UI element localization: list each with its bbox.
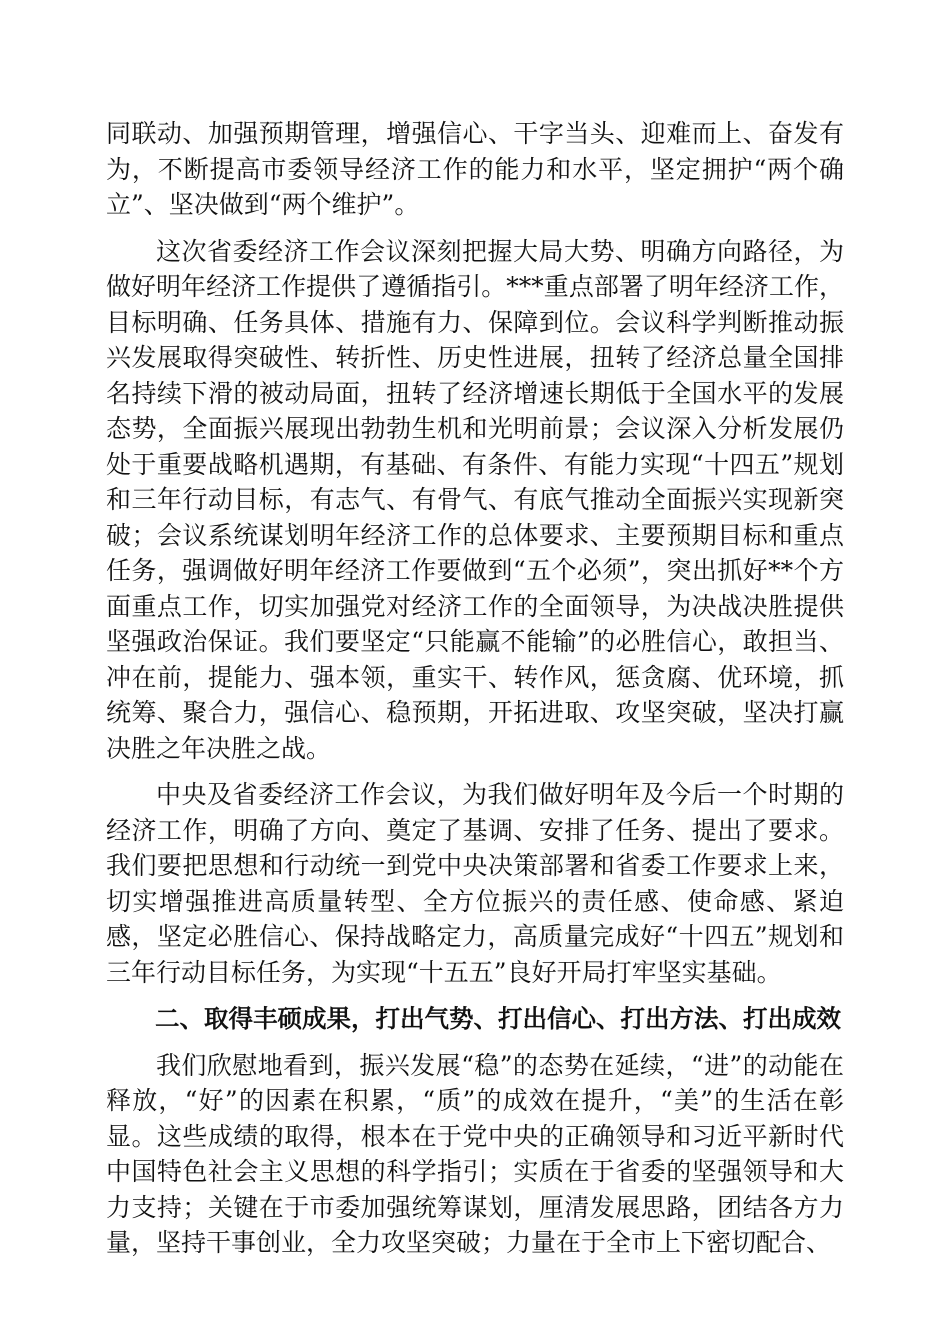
paragraph-central-meeting: 中央及省委经济工作会议，为我们做好明年及今后一个时期的经济工作，明确了方向、奠定了基调、安排了任务、提出了要求。我们要把思想和行动统一到党中央决策部署和省委工作要求上来，切实增强推进高质量转型、全方位振兴的责任感、使命感、紧迫感，坚定必胜信心、保持战略定力，高质量完成好“十四五”规划和三年行动目标任务，为实现“十五五”良好开局打牢坚实基础。	[106, 780, 844, 987]
paragraph-achievements: 我们欣慰地看到，振兴发展“稳”的态势在延续，“进”的动能在释放，“好”的因素在积累，“质”的成效在提升，“美”的生活在彰显。这些成绩的取得，根本在于党中央的正确领导和习近平新时代中国特色社会主义思想的科学指引；实质在于省委的坚强领导和大力支持；关键在于市委加强统筹谋划，厘清发展思路，团结各方力量，坚持干事创业，全力攻坚突破；力量在于全市上下密切配合、	[106, 1050, 844, 1257]
document-body	[106, 116, 844, 1272]
section-heading: 二、取得丰硕成果，打出气势、打出信心、打出方法、打出成效	[155, 1004, 841, 1033]
paragraph-provincial-meeting: 这次省委经济工作会议深刻把握大局大势、明确方向路径，为做好明年经济工作提供了遵循指引。***重点部署了明年经济工作，目标明确、任务具体、措施有力、保障到位。会议科学判断推动振兴发展取得突破性、转折性、历史性进展，扭转了经济总量全国排名持续下滑的被动局面，扭转了经济增速长期低于全国水平的发展态势，全面振兴展现出勃勃生机和光明前景；会议深入分析发展仍处于重要战略机遇期，有基础、有条件、有能力实现“十四五”规划和三年行动目标，有志气、有骨气、有底气推动全面振兴实现新突破；会议系统谋划明年经济工作的总体要求、主要预期目标和重点任务，强调做好明年经济工作要做到“五个必须”，突出抓好**个方面重点工作，切实加强党对经济工作的全面领导，为决战决胜提供坚强政治保证。我们要坚定“只能赢不能输”的必胜信心，敢担当、冲在前，提能力、强本领，重实干、转作风，惩贪腐、优环境，抓统筹、聚合力，强信心、稳预期，开拓进取、攻坚突破，坚决打赢决胜之年决胜之战。	[106, 236, 844, 763]
paragraph-continued: 同联动、加强预期管理，增强信心、干字当头、迎难而上、奋发有为，不断提高市委领导经济工作的能力和水平，坚定拥护“两个确立”、坚决做到“两个维护”。	[106, 119, 844, 219]
